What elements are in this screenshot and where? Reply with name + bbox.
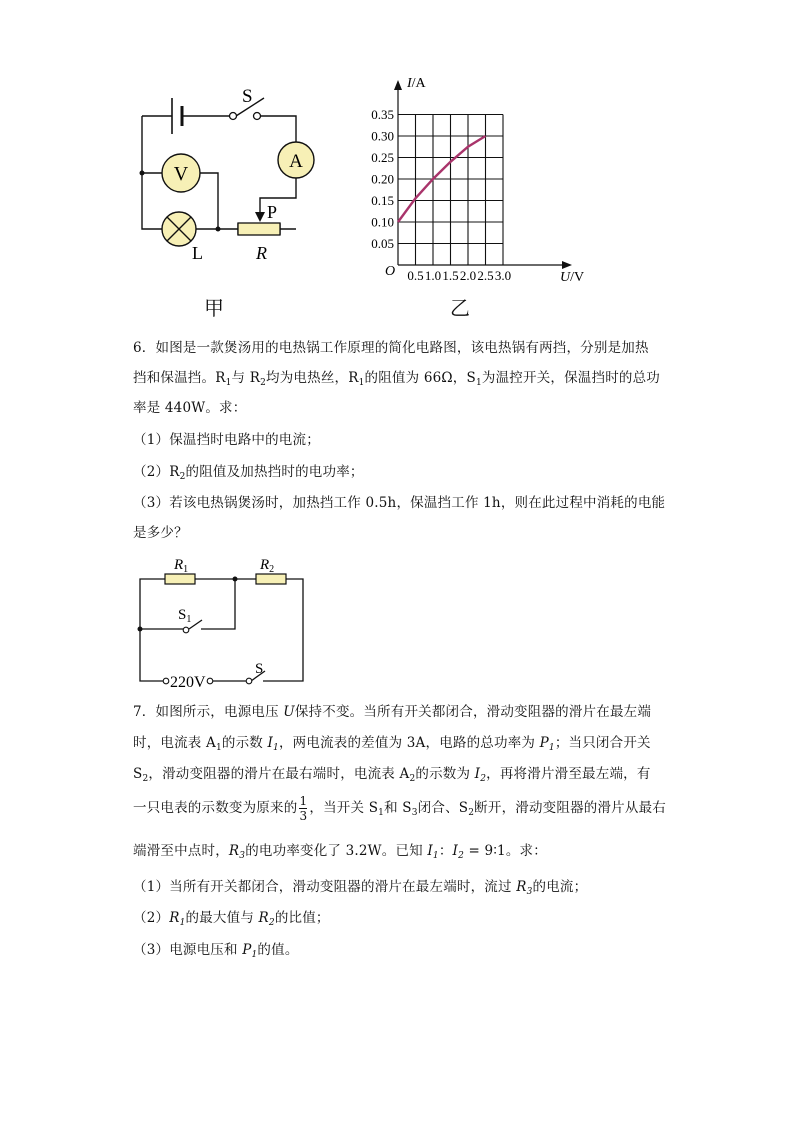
q7-line-4: 一只电表的示数变为原来的 $\frac{1}{3}$ ，当开关 $S_1$和 $S_3$闭合、$S_2$断开，滑动变阻器的滑片从最右 xyxy=(133,794,666,823)
chart-y-axis-arrow xyxy=(394,80,402,90)
iu-chart xyxy=(360,70,590,285)
ammeter-label: A xyxy=(289,151,303,172)
x-axis-label: U/V xyxy=(560,270,585,285)
q7-line-3: $S_2$，滑动变阻器的滑片在最右端时，电流表 $A_2$的示数为 $I_2$，再将滑片滑至最左端，有 xyxy=(133,766,651,784)
source-label: 220V xyxy=(170,674,206,691)
chart-y-tick-label: 0.25 xyxy=(371,150,394,165)
q6-line-2: 挡和保温挡。$R_1$与 $R_2$均为电热丝，$R_1$的阻值为 66Ω，$S_1$为温控开关，保温挡时的总功 xyxy=(133,370,660,388)
chart-x-tick-label: 1.0 xyxy=(424,268,442,283)
fraction-one-third: $\frac{1}{3}$ xyxy=(299,794,308,823)
chart-x-tick-label: 3.0 xyxy=(494,268,512,283)
q7-line-2: 时，电流表 $A_1$的示数 $I_1$，两电流表的差值为 3A，电路的总功率为 $P_1$；当只闭合开关 xyxy=(133,735,651,753)
lamp-label: L xyxy=(192,243,203,263)
q7-line-1: 7．如图所示，电源电压 U保持不变。当所有开关都闭合，滑动变阻器的滑片在最左端 xyxy=(133,704,652,720)
resistor-r1-symbol xyxy=(165,574,195,584)
chart-y-tick-label: 0.10 xyxy=(371,214,394,230)
q6-item-3-cont: 是多少？ xyxy=(133,525,188,541)
resistor-symbol xyxy=(238,223,280,235)
q6-item-3: （3）若该电热锅煲汤时，加热挡工作 0.5h，保温挡工作 1h，则在此过程中消耗的电能 xyxy=(133,495,666,511)
r2-label: $R_2$ xyxy=(260,557,275,575)
figure-jia-caption: 甲 xyxy=(204,296,224,320)
resistor-label: R xyxy=(256,243,267,263)
y-axis-label: I/A xyxy=(407,76,426,91)
chart-x-tick-label: 2.0 xyxy=(459,268,477,283)
q6-item-1: （1）保温挡时电路中的电流； xyxy=(133,432,320,448)
slider-label: P xyxy=(267,202,278,222)
q6-item-2: $(2)R_2$的阻值及加热挡时的电功率； xyxy=(133,464,364,482)
chart-y-tick-label: 0.35 xyxy=(371,107,394,122)
switch-label-s: S xyxy=(242,86,253,107)
figure-yi-caption: 乙 xyxy=(450,296,470,320)
chart-x-tick-label: 0.5 xyxy=(407,268,424,283)
q7-line-5: 端滑至中点时，$R_3$的电功率变化了 3.2W。已知 $I_1$：$I_2$ = 9∶1。求： xyxy=(133,843,547,861)
s-label: S xyxy=(255,661,264,677)
q7-item-1: （1）当所有开关都闭合，滑动变阻器的滑片在最左端时，流过 $R_3$的电流； xyxy=(133,879,588,897)
resistor-r2-symbol xyxy=(256,574,286,584)
voltmeter-label: V xyxy=(173,163,189,185)
chart-y-tick-label: 0.20 xyxy=(371,171,394,187)
chart-y-tick-label: 0.05 xyxy=(371,236,394,251)
r1-label: $R_1$ xyxy=(174,557,189,575)
chart-x-tick-label: 2.5 xyxy=(477,268,494,283)
chart-x-axis-arrow xyxy=(562,261,572,269)
chart-y-tick-label: 0.30 xyxy=(371,128,394,144)
chart-y-tick-label: 0.15 xyxy=(371,193,394,208)
q6-line-3: 率是 440W。求： xyxy=(133,400,247,416)
circuit-figure-jia xyxy=(130,84,330,274)
circuit-figure-q6 xyxy=(130,550,320,695)
origin-label: O xyxy=(385,264,396,279)
q6-line-1: 6．如图是一款煲汤用的电热锅工作原理的简化电路图，该电热锅有两挡，分别是加热 xyxy=(133,340,649,356)
chart-x-tick-label: 1.5 xyxy=(442,268,459,283)
s1-label: $S_1$ xyxy=(178,607,192,625)
q7-item-2: $(2)R_1$的最大值与 $R_2$的比值； xyxy=(133,910,330,928)
q7-item-3: （3）电源电压和 $P_1$的值。 xyxy=(133,942,299,960)
